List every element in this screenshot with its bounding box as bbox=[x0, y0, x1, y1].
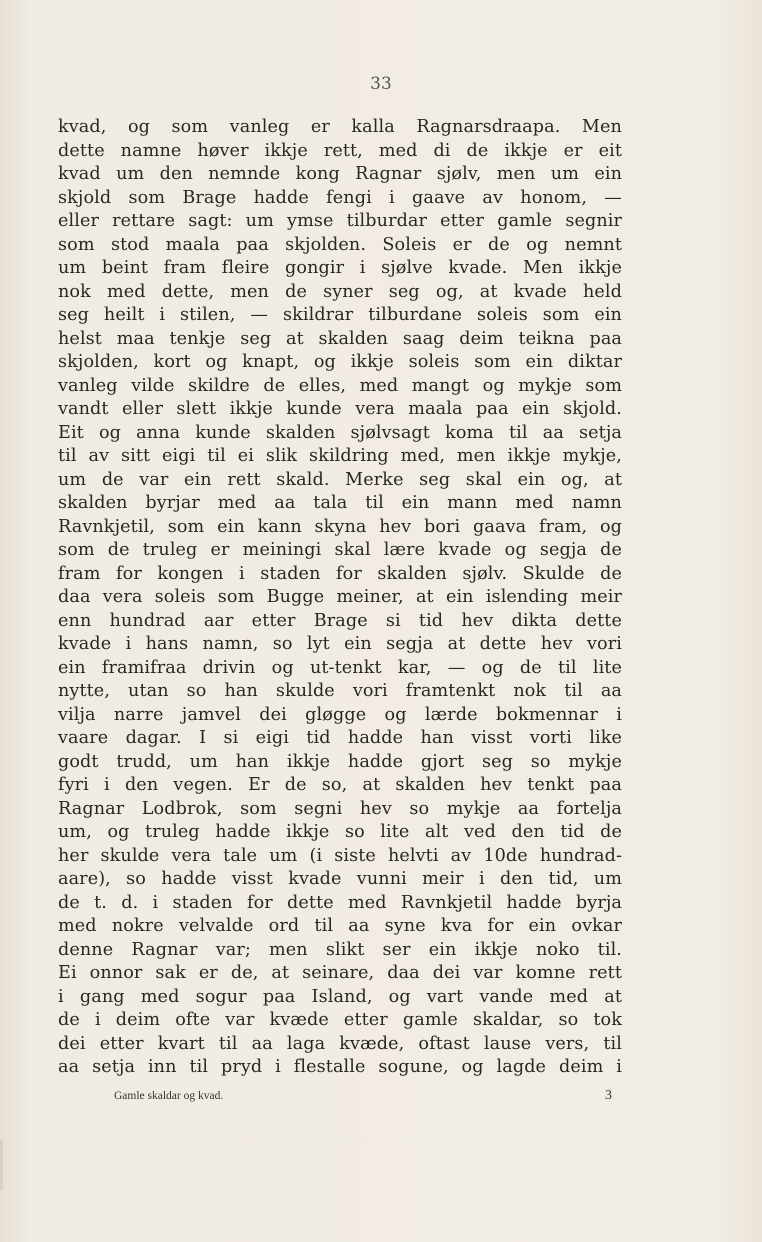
text-line: vanleg vilde skildre de elles, med mangt og mykje som bbox=[58, 375, 622, 396]
text-line: Ei onnor sak er de, at seinare, daa dei var komne rett bbox=[58, 963, 622, 983]
text-line: um, og truleg hadde ikkje so lite alt ved den tid de bbox=[58, 822, 622, 842]
text-line: dette namne høver ikkje rett, med di de ikkje er eit bbox=[58, 140, 622, 161]
text-line: skjold som Brage hadde fengi i gaave av honom, — bbox=[58, 187, 622, 208]
text-line: fram for kongen i staden for skalden sjølv. Skulde de bbox=[58, 563, 622, 584]
text-line: helst maa tenkje seg at skalden saag deim teikna paa bbox=[58, 328, 622, 349]
text-line: dei etter kvart til aa laga kvæde, oftast lause vers, til bbox=[58, 1033, 622, 1054]
text-line: til av sitt eigi til ei slik skildring med, men ikkje mykje, bbox=[58, 446, 622, 466]
text-line: seg heilt i stilen, — skildrar tilburdane soleis som ein bbox=[58, 305, 622, 325]
text-line: aa setja inn til pryd i flestalle sogune, og lagde deim i bbox=[58, 1057, 622, 1077]
text-line: Ravnkjetil, som ein kann skyna hev bori gaava fram, og bbox=[58, 516, 622, 537]
footer-running-title: Gamle skaldar og kvad. bbox=[114, 1090, 224, 1102]
text-line: Eit og anna kunde skalden sjølvsagt koma til aa setja bbox=[58, 422, 622, 443]
text-line: kvad um den nemnde kong Ragnar sjølv, men um ein bbox=[58, 164, 622, 184]
text-line: denne Ragnar var; men slikt ser ein ikkje noko til. bbox=[58, 939, 622, 960]
text-line: um de var ein rett skald. Merke seg skal ein og, at bbox=[58, 469, 622, 490]
text-line: kvade i hans namn, so lyt ein segja at dette hev vori bbox=[58, 634, 622, 654]
text-line: aare), so hadde visst kvade vunni meir i den tid, um bbox=[58, 869, 622, 889]
signature-mark: 3 bbox=[605, 1088, 612, 1103]
text-line: med nokre velvalde ord til aa syne kva for ein ovkar bbox=[58, 916, 622, 936]
text-line: de i deim ofte var kvæde etter gamle skaldar, so tok bbox=[58, 1010, 622, 1030]
body-text bbox=[58, 116, 622, 1080]
text-line: i gang med sogur paa Island, og vart vande med at bbox=[58, 986, 622, 1007]
page-number: 33 bbox=[370, 74, 392, 94]
text-line: ein framifraa drivin og ut-tenkt kar, — og de til lite bbox=[58, 657, 622, 678]
text-line: de t. d. i staden for dette med Ravnkjetil hadde byrja bbox=[58, 892, 622, 913]
text-line: fyri i den vegen. Er de so, at skalden hev tenkt paa bbox=[58, 775, 622, 795]
text-line: kvad, og som vanleg er kalla Ragnarsdraapa. Men bbox=[58, 117, 622, 137]
text-line: um beint fram fleire gongir i sjølve kvade. Men ikkje bbox=[58, 258, 622, 278]
text-line: nytte, utan so han skulde vori framtenkt nok til aa bbox=[58, 681, 622, 701]
page-edge-shadow bbox=[0, 1140, 3, 1190]
text-line: nok med dette, men de syner seg og, at kvade held bbox=[58, 281, 622, 302]
text-line: som de truleg er meiningi skal lære kvade og segja de bbox=[58, 540, 622, 560]
text-line: daa vera soleis som Bugge meiner, at ein islending meir bbox=[58, 587, 622, 607]
text-line: Ragnar Lodbrok, som segni hev so mykje aa fortelja bbox=[58, 798, 622, 819]
text-line: som stod maala paa skjolden. Soleis er de og nemnt bbox=[58, 234, 622, 255]
text-line: skalden byrjar med aa tala til ein mann med namn bbox=[58, 493, 622, 513]
text-line: skjolden, kort og knapt, og ikkje soleis som ein diktar bbox=[58, 352, 622, 372]
text-line: vandt eller slett ikkje kunde vera maala paa ein skjold. bbox=[58, 399, 622, 419]
text-line: vilja narre jamvel dei gløgge og lærde bokmennar i bbox=[58, 704, 622, 725]
text-line: enn hundrad aar etter Brage si tid hev dikta dette bbox=[58, 610, 622, 631]
text-line: vaare dagar. I si eigi tid hadde han visst vorti like bbox=[58, 728, 622, 748]
text-line: eller rettare sagt: um ymse tilburdar etter gamle segnir bbox=[58, 211, 622, 231]
text-line: her skulde vera tale um (i siste helvti av 10de hundrad- bbox=[58, 845, 622, 866]
text-line: godt trudd, um han ikkje hadde gjort seg so mykje bbox=[58, 751, 622, 772]
